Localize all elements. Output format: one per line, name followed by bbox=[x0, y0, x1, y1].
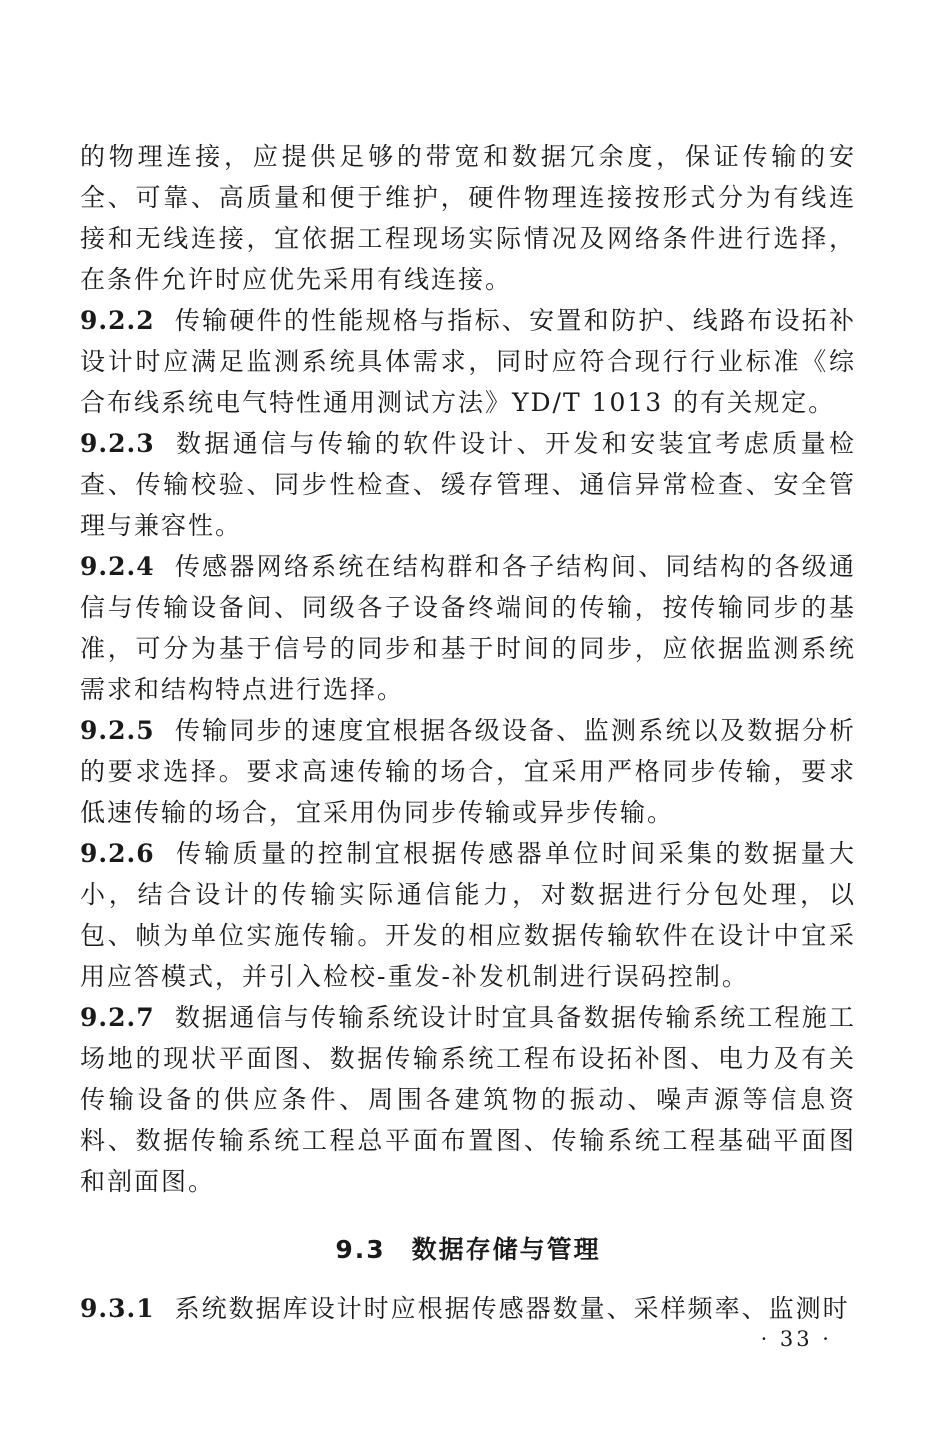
section-number: 9.3 bbox=[335, 1235, 386, 1264]
document-page bbox=[80, 136, 856, 1329]
clause-text: 传输硬件的性能规格与指标、安置和防护、线路布设拓补设计时应满足监测系统具体需求，同时应符合现行行业标准《综合布线系统电气特性通用测试方法》YD/T 1013 的有关规定。 bbox=[80, 306, 856, 417]
clause-9-2-7 bbox=[80, 997, 856, 1202]
section-title: 数据存储与管理 bbox=[411, 1235, 601, 1264]
clause-text: 传输同步的速度宜根据各级设备、监测系统以及数据分析的要求选择。要求高速传输的场合，宜采用严格同步传输，要求低速传输的场合，宜采用伪同步传输或异步传输。 bbox=[80, 716, 856, 827]
clause-number: 9.2.3 bbox=[80, 429, 155, 458]
clause-number: 9.2.7 bbox=[80, 1003, 155, 1032]
clause-number: 9.2.5 bbox=[80, 716, 155, 745]
clause-number: 9.2.2 bbox=[80, 306, 155, 335]
clause-9-2-2 bbox=[80, 300, 856, 423]
page-number: · 33 · bbox=[760, 1327, 832, 1351]
clause-text: 数据通信与传输的软件设计、开发和安装宜考虑质量检查、传输校验、同步性检查、缓存管理、通信异常检查、安全管理与兼容性。 bbox=[80, 429, 856, 540]
section-heading bbox=[80, 1230, 856, 1266]
clause-text: 传感器网络系统在结构群和各子结构间、同结构的各级通信与传输设备间、同级各子设备终端间的传输，按传输同步的基准，可分为基于信号的同步和基于时间的同步，应依据监测系统需求和结构特点进行选择。 bbox=[80, 552, 856, 704]
clause-text: 传输质量的控制宜根据传感器单位时间采集的数据量大小，结合设计的传输实际通信能力，对数据进行分包处理，以包、帧为单位实施传输。开发的相应数据传输软件在设计中宜采用应答模式，并引入检校-重发-补发机制进行误码控制。 bbox=[80, 839, 856, 991]
clause-9-2-5 bbox=[80, 710, 856, 833]
clause-9-3-1 bbox=[80, 1288, 856, 1329]
clause-9-2-6 bbox=[80, 833, 856, 997]
intro-paragraph: 的物理连接，应提供足够的带宽和数据冗余度，保证传输的安全、可靠、高质量和便于维护，硬件物理连接按形式分为有线连接和无线连接，宜依据工程现场实际情况及网络条件进行选择，在条件允许时应优先采用有线连接。 bbox=[80, 142, 856, 294]
clause-number: 9.2.6 bbox=[80, 839, 155, 868]
clause-9-2-4 bbox=[80, 546, 856, 710]
clause-9-2-3 bbox=[80, 423, 856, 546]
clause-text: 系统数据库设计时应根据传感器数量、采样频率、监测时 bbox=[174, 1294, 850, 1323]
clause-number: 9.2.4 bbox=[80, 552, 155, 581]
clause-text: 数据通信与传输系统设计时宜具备数据传输系统工程施工场地的现状平面图、数据传输系统工程布设拓补图、电力及有关传输设备的供应条件、周围各建筑物的振动、噪声源等信息资料、数据传输系统工程总平面布置图、传输系统工程基础平面图和剖面图。 bbox=[80, 1003, 856, 1196]
clause-number: 9.3.1 bbox=[80, 1294, 155, 1323]
